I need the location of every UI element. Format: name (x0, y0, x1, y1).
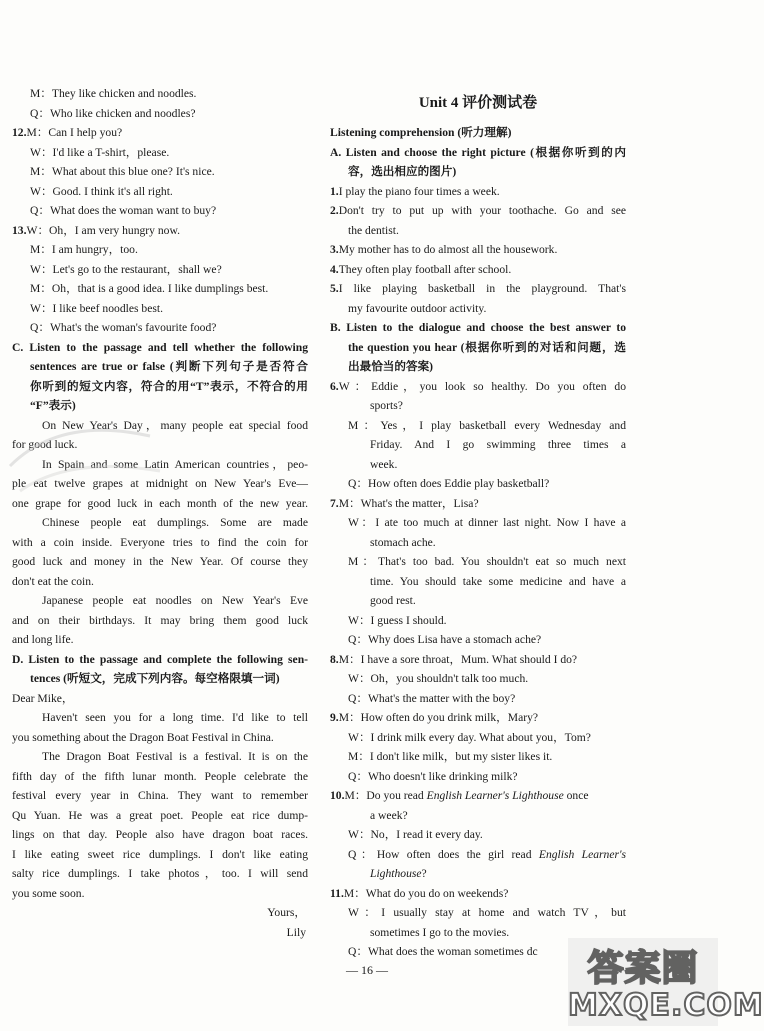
line-text: don't eat the coin. (12, 574, 94, 588)
line-text: W：I'd like a T-shirt，please. (30, 145, 170, 159)
line-text: W：Oh，you shouldn't talk too much. (348, 672, 529, 685)
text-line (330, 611, 626, 631)
text-line (12, 338, 308, 358)
text-line (330, 747, 626, 767)
text-line (12, 630, 308, 650)
text-line (12, 84, 308, 104)
line-text: one grape for good luck in each month of the new year. (12, 496, 308, 510)
line-text: and long life. (12, 633, 74, 646)
text-line (330, 786, 626, 806)
text-line (330, 162, 626, 182)
text-line (330, 552, 626, 572)
line-text: On New Year's Day，many people eat special food (42, 418, 308, 432)
text-line (330, 123, 626, 143)
text-line (12, 123, 308, 143)
line-text: Q：Who like chicken and noodles? (30, 106, 196, 120)
line-text: good luck and money in the New Year. Of course they (12, 555, 308, 568)
text-line (12, 884, 308, 904)
text-line (330, 474, 626, 494)
line-text: lings on that day. People also have dragon boat races. (12, 828, 308, 841)
text-line (330, 396, 626, 416)
line-text: Haven't seen you for a long time. I'd like to tell (42, 711, 308, 724)
text-line (330, 260, 626, 280)
line-text: I like playing basketball in the playground. That's (338, 282, 626, 295)
text-line (330, 221, 626, 241)
line-text: The Dragon Boat Festival is a festival. It is on the (42, 750, 308, 763)
text-line (12, 435, 308, 455)
text-line (12, 416, 308, 436)
text-line (330, 864, 626, 884)
line-text: M：How often do you drink milk，Mary? (338, 711, 539, 724)
text-line (330, 708, 626, 728)
text-line (330, 435, 626, 455)
text-line (330, 630, 626, 650)
text-line (330, 318, 626, 338)
line-text: W：Let's go to the restaurant，shall we? (30, 262, 222, 276)
text-line (12, 201, 308, 221)
line-text: the dentist. (348, 223, 399, 237)
line-text: Q：What does the woman want to buy? (30, 204, 217, 217)
line-text: W：No，I read it every day. (348, 828, 483, 841)
line-text: sometimes I go to the movies. (370, 925, 510, 939)
text-line (12, 650, 308, 670)
text-line (330, 533, 626, 553)
question-number: 5. (330, 282, 339, 295)
text-line (12, 221, 308, 241)
line-text: Q：What's the woman's favourite food? (30, 321, 217, 334)
text-line (12, 377, 308, 397)
line-text: Q：How often does the girl read English Learner's (348, 847, 626, 861)
text-line (12, 104, 308, 124)
line-text: W：I drink milk every day. What about you，Tom? (348, 730, 591, 744)
line-text: Lily (286, 925, 306, 939)
line-text: M：What about this blue one? It's nice. (30, 165, 215, 178)
line-text: Q：Why does Lisa have a stomach ache? (348, 633, 542, 646)
line-text: and on their birthdays. It may bring them good luck (12, 613, 308, 627)
question-number: 13. (12, 223, 27, 237)
question-number: 1. (330, 184, 339, 198)
line-text: 容，选出相应的图片) (348, 165, 457, 178)
line-text: Q：What does the woman sometimes dc (348, 945, 538, 958)
line-text: 出最恰当的答案) (348, 360, 434, 373)
text-line (330, 845, 626, 865)
question-number: 4. (330, 262, 339, 276)
watermark-logo-text: 答案圈 (587, 948, 699, 989)
line-text: Lighthouse? (370, 867, 427, 880)
line-text: M：Do you read English Learner's Lighthouse once (344, 789, 589, 802)
question-number: 3. (330, 243, 339, 256)
line-text: you some soon. (12, 886, 85, 900)
text-line (12, 572, 308, 592)
line-text: M：What's the matter，Lisa? (338, 496, 479, 510)
text-line (12, 357, 308, 377)
text-line (12, 533, 308, 553)
line-text: 你听到的短文内容，符合的用“T”表示，不符合的用 (30, 379, 308, 393)
text-line (12, 552, 308, 572)
line-text: Chinese people eat dumplings. Some are made (42, 516, 308, 529)
text-line (330, 806, 626, 826)
text-line (330, 903, 626, 923)
line-text: sports? (370, 399, 403, 412)
text-line (12, 903, 308, 923)
question-number: 7. (330, 496, 339, 510)
line-text: you something about the Dragon Boat Festival in China. (12, 730, 274, 744)
line-text: festival every year in China. They want to remember (12, 789, 308, 802)
question-number: 10. (330, 789, 345, 802)
line-text: M：They like chicken and noodles. (30, 87, 197, 100)
line-text: tences (听短文，完成下列内容。每空格限填一词) (30, 672, 280, 685)
left-column (12, 84, 308, 942)
text-line (12, 513, 308, 533)
line-text: W：Eddie，you look so healthy. Do you often do (338, 379, 626, 393)
line-text: Yours， (267, 906, 306, 919)
line-text: Japanese people eat noodles on New Year's Eve (42, 594, 308, 607)
line-text: D. Listen to the passage and complete the following sen- (12, 652, 308, 666)
text-line (330, 377, 626, 397)
watermark-url-text: MXQE.COM (568, 988, 764, 1023)
text-line (12, 591, 308, 611)
text-line (330, 279, 626, 299)
text-line (12, 182, 308, 202)
text-line (330, 767, 626, 787)
text-line (12, 806, 308, 826)
text-line (330, 572, 626, 592)
text-line (330, 513, 626, 533)
text-line (12, 767, 308, 787)
text-line (12, 708, 308, 728)
line-text: for good luck. (12, 438, 78, 451)
line-text: good rest. (370, 594, 416, 607)
text-line (12, 494, 308, 514)
line-text: In Spain and some Latin American countries，peo- (42, 457, 308, 471)
question-number: 8. (330, 652, 339, 666)
line-text: Don't try to put up with your toothache. Go and see (338, 204, 626, 217)
question-number: 11. (330, 886, 344, 900)
line-text: A. Listen and choose the right picture (根据你听到的内 (330, 145, 626, 159)
text-line (12, 143, 308, 163)
text-line (330, 728, 626, 748)
line-text: with a coin inside. Everyone tries to find the coin for (12, 535, 308, 549)
line-text: My mother has to do almost all the housework. (338, 243, 558, 256)
line-text: M：I have a sore throat，Mum. What should I do? (338, 652, 578, 666)
text-line (330, 455, 626, 475)
line-text: Dear Mike， (12, 691, 74, 705)
line-text: M：What do you do on weekends? (343, 886, 509, 900)
line-text: M：Oh，that is a good idea. I like dumplings best. (30, 282, 269, 295)
text-line (12, 728, 308, 748)
text-line (12, 689, 308, 709)
text-line (330, 669, 626, 689)
text-line (12, 786, 308, 806)
line-text: M：I don't like milk，but my sister likes it. (348, 750, 553, 763)
text-line (12, 669, 308, 689)
line-text: M：That's too bad. You shouldn't eat so much next (348, 555, 626, 568)
text-line (12, 162, 308, 182)
text-line (330, 884, 626, 904)
line-text: M：Yes，I play basketball every Wednesday and (348, 418, 626, 432)
text-line (12, 825, 308, 845)
line-text: M：Can I help you? (26, 126, 123, 139)
text-line (330, 182, 626, 202)
line-text: Qu Yuan. He was a great poet. People eat rice dump- (12, 808, 308, 822)
line-text: B. Listen to the dialogue and choose the best answer to (330, 321, 626, 334)
site-watermark (568, 938, 764, 1026)
question-number: 12. (12, 126, 27, 139)
line-text: W：I usually stay at home and watch TV，but (348, 906, 626, 919)
page-title: Unit 4 评价测试卷 (418, 95, 538, 111)
line-text: W：Good. I think it's all right. (30, 184, 173, 198)
line-text: salty rice dumplings. I take photos，too. I will send (12, 867, 308, 880)
line-text: M：I am hungry，too. (30, 243, 138, 256)
line-text: I play the piano four times a week. (338, 184, 500, 198)
right-column (330, 123, 626, 962)
line-text: They often play football after school. (338, 262, 512, 276)
text-line (12, 864, 308, 884)
line-text: time. You should take some medicine and have a (370, 574, 626, 588)
text-line (12, 299, 308, 319)
question-number: 6. (330, 379, 339, 393)
line-text: Listening comprehension (听力理解) (330, 126, 512, 139)
question-number: 2. (330, 204, 339, 217)
text-line (12, 279, 308, 299)
text-line (12, 260, 308, 280)
line-text: Q：Who doesn't like drinking milk? (348, 769, 518, 783)
line-text: W：I ate too much at dinner last night. Now I have a (348, 516, 626, 529)
text-line (330, 299, 626, 319)
text-line (12, 845, 308, 865)
text-line (330, 201, 626, 221)
line-text: fifth day of the fifth lunar month. People celebrate the (12, 769, 308, 783)
text-line (330, 416, 626, 436)
text-line (12, 240, 308, 260)
text-line (12, 455, 308, 475)
line-text: Friday. And I go swimming three times a (370, 438, 626, 451)
line-text: W：Oh，I am very hungry now. (26, 223, 180, 237)
text-line (12, 923, 308, 943)
question-number: 9. (330, 711, 339, 724)
line-text: ple eat twelve grapes at midnight on New Year's Eve— (12, 477, 308, 490)
text-line (12, 474, 308, 494)
text-line (330, 591, 626, 611)
text-line (330, 338, 626, 358)
line-text: the question you hear (根据你听到的对话和问题，选 (348, 340, 626, 354)
text-line (330, 143, 626, 163)
text-line (330, 650, 626, 670)
line-text: W：I like beef noodles best. (30, 301, 163, 315)
text-line (330, 357, 626, 377)
line-text: Q：How often does Eddie play basketball? (348, 477, 550, 490)
line-text: my favourite outdoor activity. (348, 301, 487, 315)
line-text: sentences are true or false (判断下列句子是否符合 (30, 360, 308, 373)
text-line (330, 825, 626, 845)
line-text: C. Listen to the passage and tell whether the following (12, 340, 308, 354)
line-text: stomach ache. (370, 535, 436, 549)
text-line (330, 240, 626, 260)
text-line (12, 318, 308, 338)
text-line (12, 747, 308, 767)
line-text: W：I guess I should. (348, 613, 447, 627)
line-text: Q：What's the matter with the boy? (348, 691, 516, 705)
line-text: “F”表示) (30, 399, 76, 412)
line-text: week. (370, 457, 398, 471)
text-line (12, 611, 308, 631)
text-line (330, 494, 626, 514)
line-text: a week? (370, 808, 408, 822)
line-text: I like eating sweet rice dumplings. I don't like eating (12, 847, 308, 861)
text-line (330, 689, 626, 709)
text-line (12, 396, 308, 416)
page-number: — 16 — (346, 963, 388, 977)
